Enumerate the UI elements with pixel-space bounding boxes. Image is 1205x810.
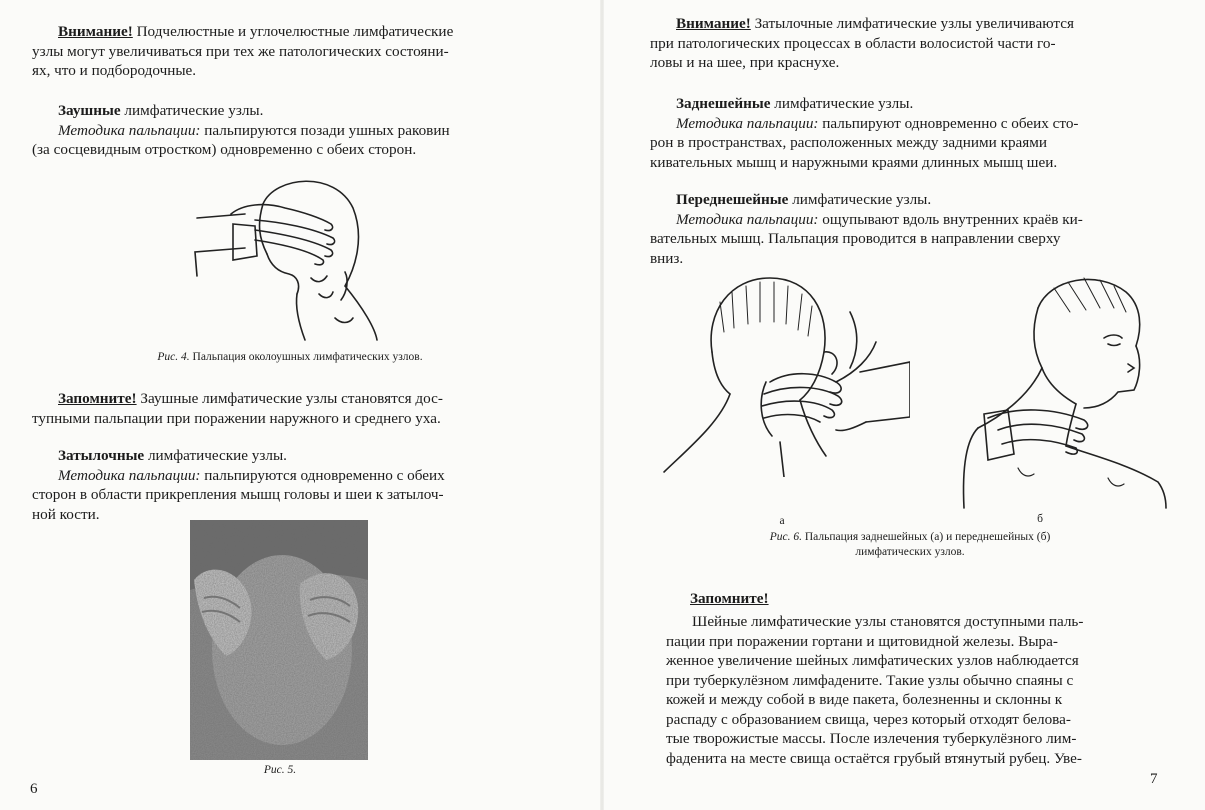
page-number: 7 xyxy=(1150,771,1158,787)
figure-6b-illustration xyxy=(958,268,1168,510)
figure-6b-label: б xyxy=(1037,513,1043,525)
text-line: Подчелюстные и углочелюстные лимфатические xyxy=(136,23,454,40)
section-title-rest: лимфатические узлы. xyxy=(124,102,264,119)
behind-ear-section xyxy=(32,101,526,160)
caption-text: лимфатических узлов. xyxy=(855,546,965,558)
text-line: Затылочные лимфатические узлы увеличиваются xyxy=(754,15,1074,32)
caption-label: Рис. 6. xyxy=(769,531,802,543)
figure-4-illustration xyxy=(185,168,385,343)
method-label: Методика пальпации: xyxy=(58,466,201,484)
text-line: ях, что и подбородочные. xyxy=(32,62,197,79)
occipital-section xyxy=(32,446,526,524)
text-line: вательных мышц. Пальпация проводится в направлении сверху xyxy=(650,230,1061,247)
text-line: вниз. xyxy=(650,249,684,267)
caption-label: Рис. 5. xyxy=(263,764,297,776)
remember-paragraph xyxy=(32,389,526,428)
remember-label: Запомните! xyxy=(690,590,769,607)
figure-5-photo xyxy=(190,520,368,760)
caption-text: Пальпация заднешейных (а) и переднешейных (б) xyxy=(804,531,1051,543)
section-title-rest: лимфатические узлы. xyxy=(792,191,932,208)
remember-heading xyxy=(690,589,990,609)
right-page xyxy=(602,0,1205,810)
method-label: Методика пальпации: xyxy=(676,114,819,132)
text-line: женное увеличение шейных лимфатических узлов наблюдается xyxy=(666,652,1079,669)
figure-5-caption xyxy=(200,763,360,778)
section-title: Заушные xyxy=(58,102,121,119)
text-line: ной кости. xyxy=(32,505,100,523)
section-title: Заднешейные xyxy=(676,95,771,112)
text-line: Шейные лимфатические узлы становятся доступными паль- xyxy=(692,613,1084,630)
section-title-rest: лимфатические узлы. xyxy=(774,95,914,112)
text-line: при патологических процессах в области волосистой части го- xyxy=(650,34,1056,52)
text-line: при туберкулёзном лимфадените. Такие узлы обычно спаяны с xyxy=(666,671,1074,689)
page-number: 6 xyxy=(30,781,38,797)
caption-text: Пальпация околоушных лимфатических узлов. xyxy=(192,351,423,363)
figure-4-caption xyxy=(100,350,480,365)
text-line: тые творожистые массы. После излечения туберкулёзного лим- xyxy=(666,730,1077,747)
section-title: Затылочные xyxy=(58,447,145,464)
text-line: Заушные лимфатические узлы становятся дос- xyxy=(140,390,443,407)
text-line: кивательных мышц и наружными краями длинных мышц шеи. xyxy=(650,153,1058,171)
text-line: сторон в области прикрепления мышц головы и шеи к затылоч- xyxy=(32,486,444,503)
text-line: пальпируются позади ушных раковин xyxy=(204,121,450,139)
figure-6-caption xyxy=(710,530,1110,560)
text-line: пальпируют одновременно с обеих сто- xyxy=(822,114,1079,132)
attention-paragraph xyxy=(650,14,1146,73)
text-line: ловы и на шее, при краснухе. xyxy=(650,54,840,71)
attention-paragraph xyxy=(32,22,526,81)
text-line: (за сосцевидным отростком) одновременно с обеих сторон. xyxy=(32,141,417,158)
text-line: тупными пальпации при поражении наружного и среднего уха. xyxy=(32,409,441,427)
figure-6a-illustration xyxy=(660,272,910,477)
remember-label: Запомните! xyxy=(58,390,137,407)
caption-label: Рис. 4. xyxy=(157,351,190,363)
method-label: Методика пальпации: xyxy=(676,210,819,228)
text-line: кожей и между собой в виде пакета, болезненны и склонны к xyxy=(666,691,1063,708)
text-line: узлы могут увеличиваться при тех же патологических состояни- xyxy=(32,42,449,60)
anterior-cervical-section xyxy=(650,190,1146,268)
text-line: рон в пространствах, расположенных между задними краями xyxy=(650,134,1048,151)
posterior-cervical-section xyxy=(650,94,1146,172)
text-line: фаденита на месте свища остаётся грубый втянутый рубец. Уве- xyxy=(666,749,1082,767)
left-page xyxy=(0,0,602,810)
section-title: Переднешейные xyxy=(676,191,789,208)
attention-label: Внимание! xyxy=(676,15,751,32)
remember-paragraph xyxy=(666,612,1160,768)
text-line: распаду с образованием свища, через который отходят белова- xyxy=(666,710,1071,728)
text-line: пальпируются одновременно с обеих xyxy=(204,466,445,484)
figure-6a-label: а xyxy=(779,515,785,527)
text-line: ощупывают вдоль внутренних краёв ки- xyxy=(822,210,1083,228)
attention-label: Внимание! xyxy=(58,23,133,40)
section-title-rest: лимфатические узлы. xyxy=(147,447,287,464)
text-line: пации при поражении гортани и щитовидной железы. Выра- xyxy=(666,632,1058,650)
method-label: Методика пальпации: xyxy=(58,121,201,139)
